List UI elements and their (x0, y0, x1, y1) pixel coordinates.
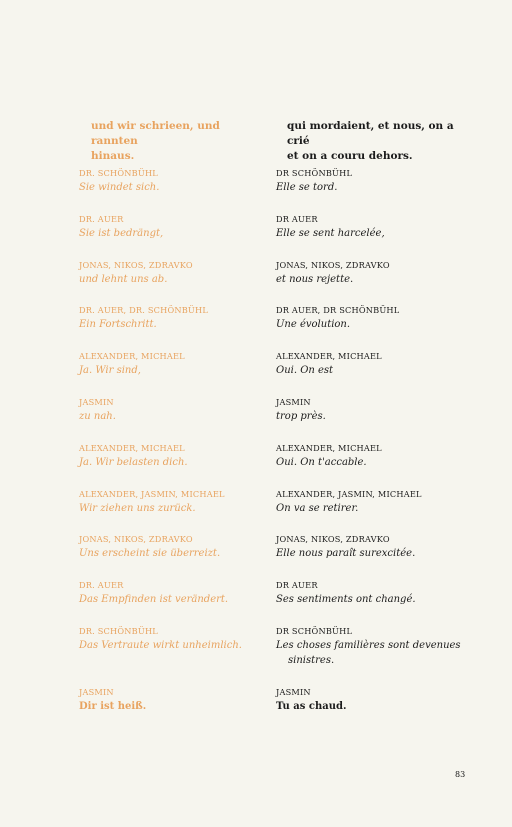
dialogue-line-part-2: sinistres. (288, 655, 335, 666)
speaker-name: DR SCHÖNBÜHL (276, 626, 353, 636)
german-block (79, 533, 279, 561)
german-block (79, 396, 279, 424)
german-lead-line-1: und wir schrieen, und rannten (91, 120, 220, 147)
speaker-name: JONAS, NIKOS, ZDRAVKO (276, 260, 390, 270)
dialogue-line: Sie ist bedrängt, (79, 228, 164, 239)
french-lead-line-1: qui mordaient, et nous, on a crié (287, 120, 454, 147)
french-block (276, 304, 476, 332)
speaker-name: DR AUER (276, 580, 318, 590)
dialogue-line: Das Vertraute wirkt unheimlich. (79, 640, 242, 651)
german-block (79, 259, 279, 287)
speaker-name: ALEXANDER, JASMIN, MICHAEL (276, 489, 422, 499)
dialogue-line: Uns erscheint sie überreizt. (79, 548, 221, 559)
dialogue-line: Das Empfinden ist verändert. (79, 594, 229, 605)
speaker-name: JASMIN (276, 687, 311, 697)
speaker-name: DR. AUER (79, 214, 124, 224)
german-block (79, 579, 279, 607)
speaker-name: DR. AUER, DR. SCHÖNBÜHL (79, 305, 209, 315)
dialogue-line: Elle se sent harcelée, (276, 228, 385, 239)
speaker-name: JASMIN (276, 397, 311, 407)
french-block (276, 488, 476, 516)
dialogue-line: Wir ziehen uns zurück. (79, 503, 196, 514)
german-block (79, 686, 279, 714)
german-block (79, 442, 279, 470)
dialogue-line: Elle se tord. (276, 182, 338, 193)
speaker-name: JONAS, NIKOS, ZDRAVKO (79, 260, 193, 270)
dialogue-line: Une évolution. (276, 319, 351, 330)
dialogue-line: zu nah. (79, 411, 116, 422)
dialogue-line: Ja. Wir sind, (79, 365, 141, 376)
french-block (276, 442, 476, 470)
french-block (276, 259, 476, 287)
speaker-name: ALEXANDER, MICHAEL (276, 443, 382, 453)
german-block (79, 167, 279, 195)
speaker-name: ALEXANDER, MICHAEL (276, 351, 382, 361)
dialogue-line: et nous rejette. (276, 274, 354, 285)
speaker-name: DR. AUER (79, 580, 124, 590)
page-number: 83 (455, 770, 466, 779)
dialogue-line: Ein Fortschritt. (79, 319, 157, 330)
speaker-name: DR. SCHÖNBÜHL (79, 168, 158, 178)
speaker-name: ALEXANDER, MICHAEL (79, 443, 185, 453)
french-block (276, 167, 476, 195)
speaker-name: JASMIN (79, 397, 114, 407)
speaker-name: JONAS, NIKOS, ZDRAVKO (276, 534, 390, 544)
speaker-name: DR. SCHÖNBÜHL (79, 626, 158, 636)
german-block (79, 304, 279, 332)
dialogue-line: Tu as chaud. (276, 701, 347, 712)
french-block (276, 396, 476, 424)
dialogue-line: Oui. On t'accable. (276, 457, 367, 468)
dialogue-line: Elle nous paraît surexcitée. (276, 548, 416, 559)
dialogue-line: Sie windet sich. (79, 182, 160, 193)
speaker-name: DR SCHÖNBÜHL (276, 168, 353, 178)
speaker-name: DR AUER, DR SCHÖNBÜHL (276, 305, 400, 315)
dialogue-line: Ja. Wir belasten dich. (79, 457, 188, 468)
speaker-name: ALEXANDER, JASMIN, MICHAEL (79, 489, 225, 499)
french-block (276, 625, 476, 668)
german-block (79, 213, 279, 241)
french-block (276, 350, 476, 378)
german-block (79, 625, 279, 653)
speaker-name: JASMIN (79, 687, 114, 697)
french-block (276, 686, 476, 714)
dialogue-line-part-1: Les choses familières sont devenues (276, 640, 461, 651)
french-block (276, 579, 476, 607)
dialogue-line (276, 638, 476, 668)
dialogue-line: Oui. On est (276, 365, 334, 376)
german-lead-line-2: hinaus. (91, 150, 135, 162)
speaker-name: DR AUER (276, 214, 318, 224)
french-lead-verse (276, 119, 466, 164)
german-block (79, 350, 279, 378)
french-block (276, 213, 476, 241)
french-block (276, 533, 476, 561)
dialogue-line: Ses sentiments ont changé. (276, 594, 416, 605)
german-lead-verse (79, 119, 269, 164)
french-lead-line-2: et on a couru dehors. (287, 150, 413, 162)
speaker-name: JONAS, NIKOS, ZDRAVKO (79, 534, 193, 544)
german-block (79, 488, 279, 516)
speaker-name: ALEXANDER, MICHAEL (79, 351, 185, 361)
dialogue-line: trop près. (276, 411, 326, 422)
dialogue-line: und lehnt uns ab. (79, 274, 168, 285)
dialogue-line: On va se retirer. (276, 503, 359, 514)
dialogue-line: Dir ist heiß. (79, 701, 147, 712)
